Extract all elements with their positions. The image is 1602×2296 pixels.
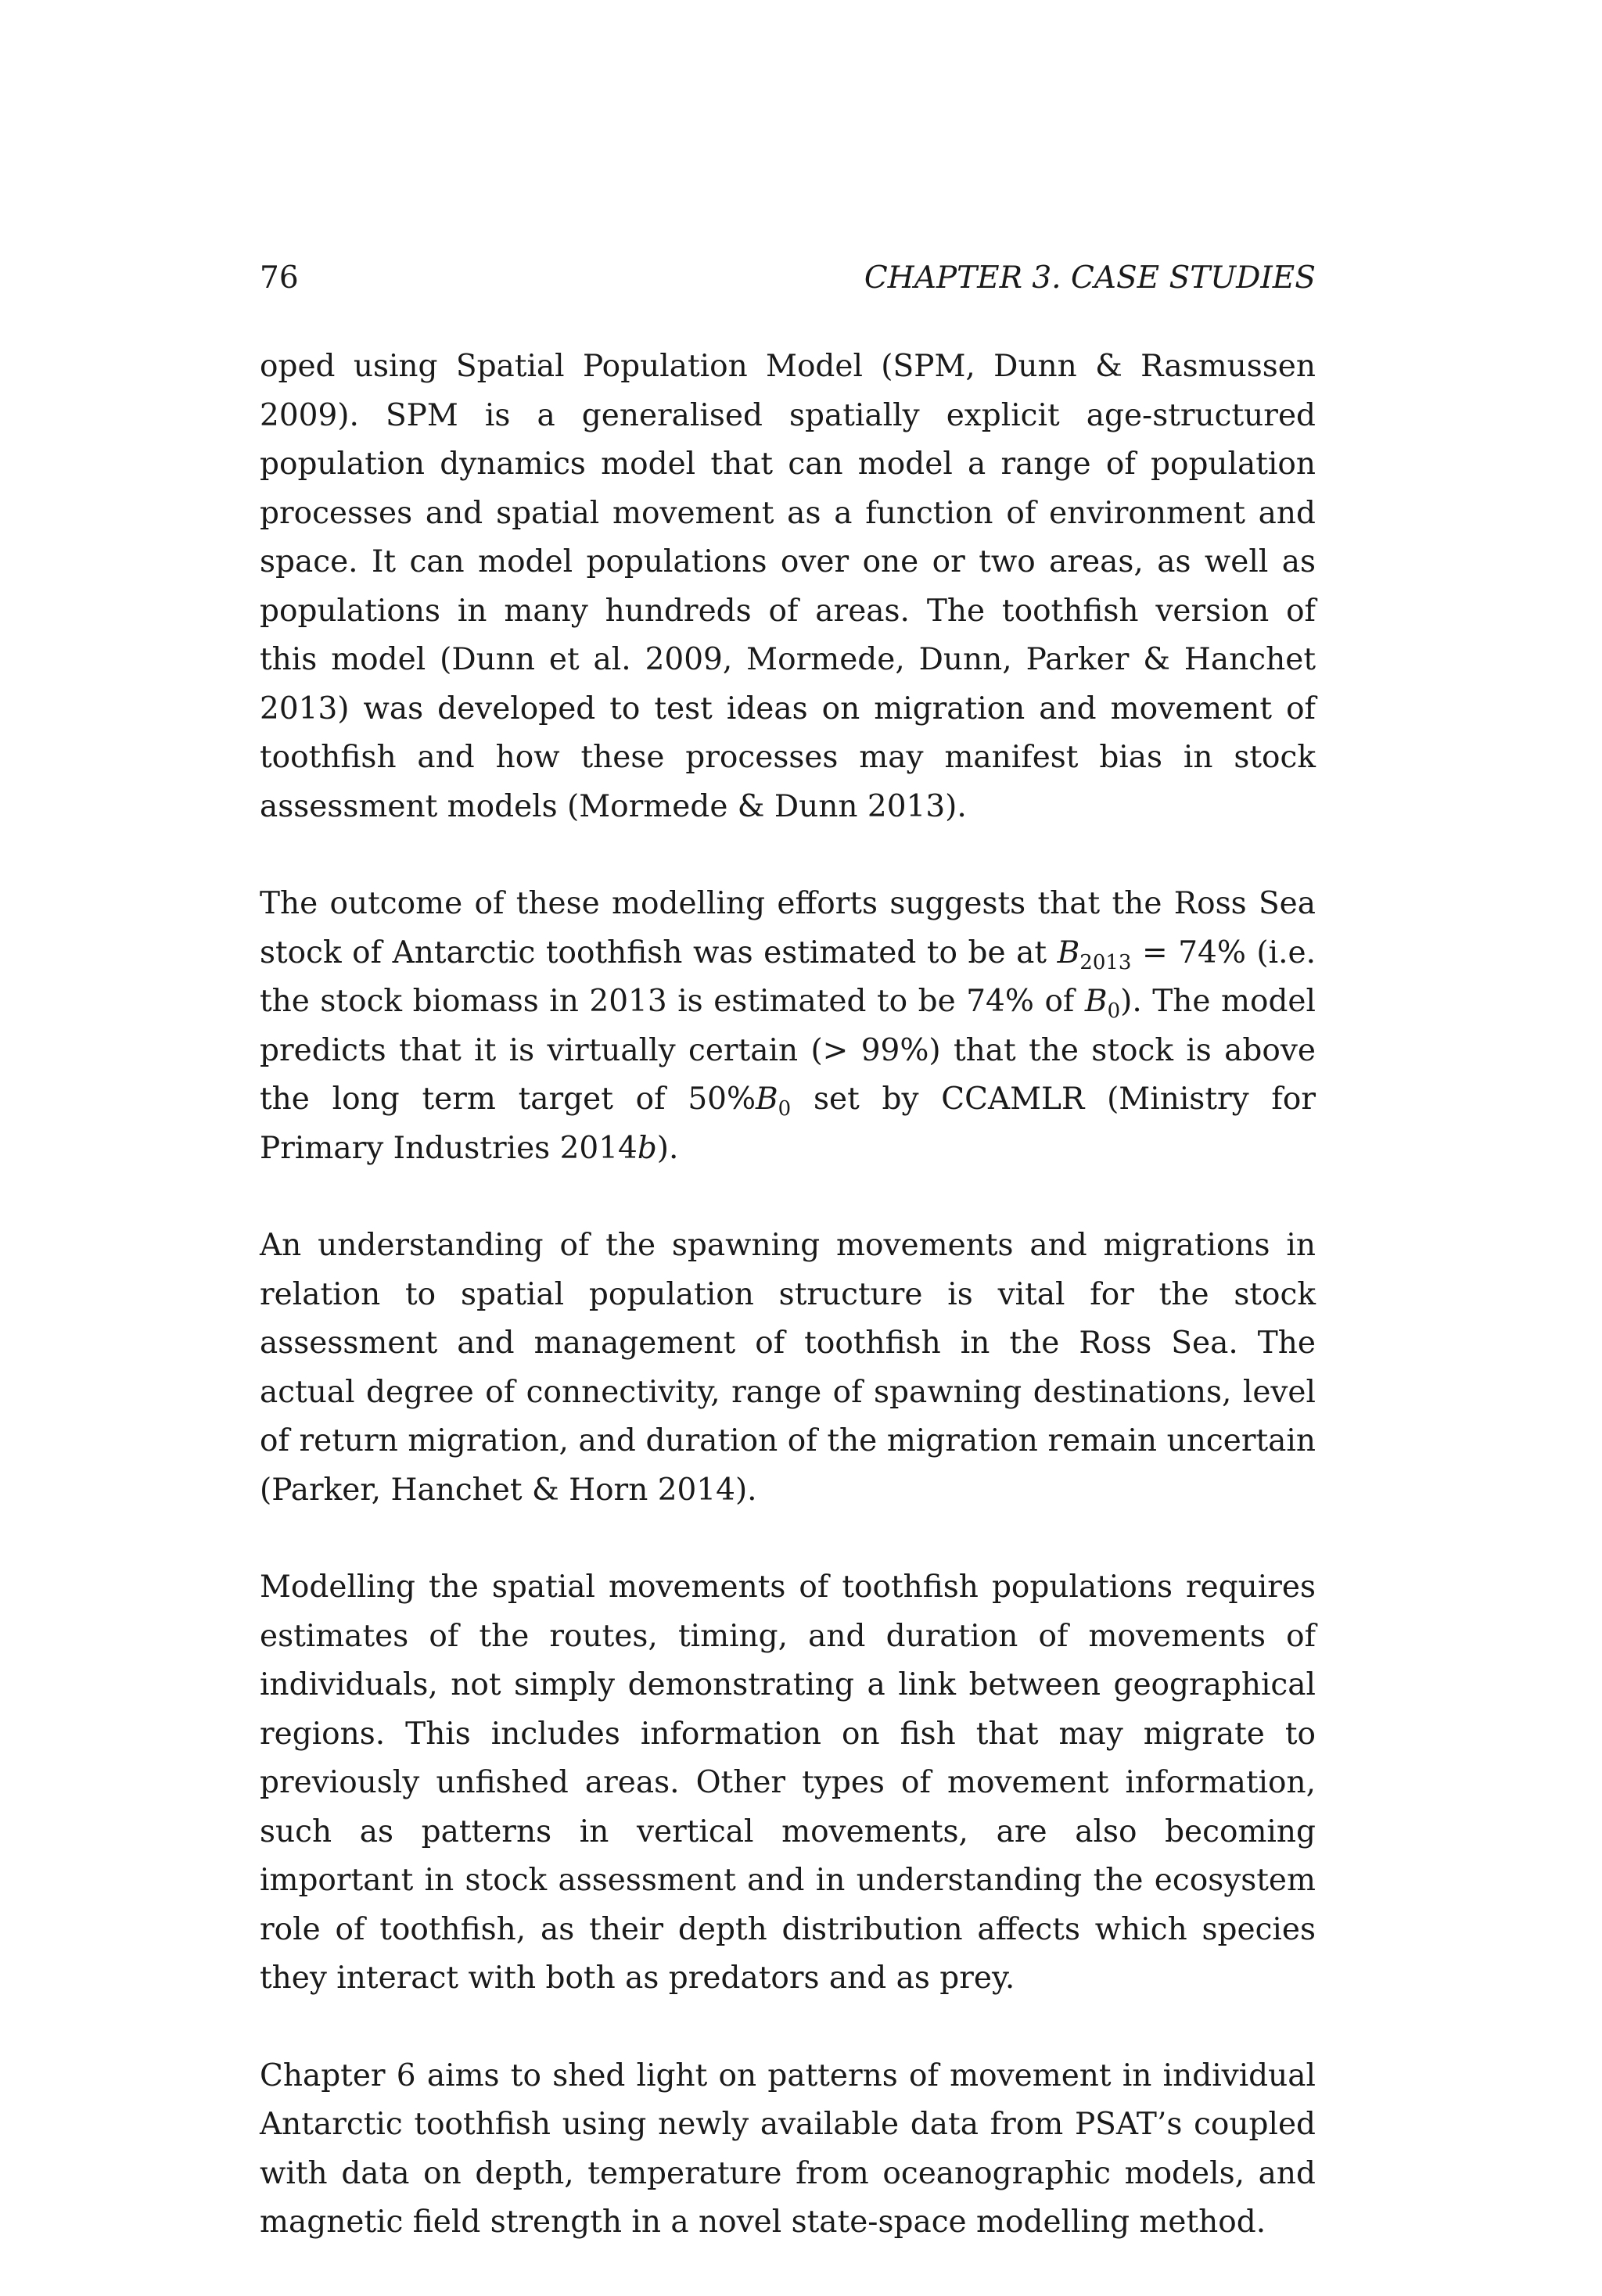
body-text: [260, 343, 1316, 2296]
math-value: 50%: [688, 1082, 756, 1117]
paragraph-chapter-6-aims: Chapter 6 aims to shed light on patterns of movement in individual Antarctic toothfish using newly available data from PSAT’s coupled with data on depth, temperature from oceanographic models, and magnetic field strength in a novel state-space modelling method.: [260, 2057, 1316, 2240]
math-target: [688, 1082, 792, 1121]
math-b0: [1084, 984, 1121, 1023]
running-header: [260, 258, 1316, 299]
citation-suffix: b: [637, 1130, 657, 1166]
math-subscript: 0: [778, 1097, 792, 1121]
chapter-title: CHAPTER 3. CASE STUDIES: [864, 260, 1316, 296]
text-run: The outcome of these modelling efforts suggests that the Ross Sea stock of Antarctic toothfish was estimated to be at: [260, 886, 1316, 970]
page-number: 76: [260, 260, 299, 296]
paragraph-stock-estimate: [260, 880, 1316, 1173]
text-run: ) that the stock is above the long term target of: [260, 1032, 1316, 1117]
text-run: ).: [656, 1130, 679, 1166]
math-subscript: 0: [1107, 999, 1121, 1023]
math-value: = 74%: [1131, 935, 1246, 970]
math-symbol: B: [1057, 935, 1080, 970]
math-certainty: > 99%: [822, 1032, 929, 1068]
math-subscript: 2013: [1079, 950, 1132, 974]
paragraph-modelling-movements: Modelling the spatial movements of toothfish populations requires estimates of the routes, timing, and duration of movements of individuals, not simply demonstrating a link between geographical regions. This includes information on fish that may migrate to previously unfished areas. Other types of movement information, such as patterns in vertical movements, are also becoming important in stock assessment and in understanding the ecosystem role of toothfish, as their depth distribution affects which species they interact with both as predators and as prey.: [260, 1570, 1316, 1996]
math-symbol: B: [1084, 984, 1108, 1019]
math-percent: 74%: [966, 984, 1034, 1019]
text-run: set by CCAMLR (Ministry for Primary Industries 2014: [260, 1082, 1316, 1166]
text-run: (i.e. the stock biomass in 2013 is estimated to be: [260, 935, 1316, 1019]
paragraph-spawning-movements: An understanding of the spawning movements and migrations in relation to spatial population structure is vital for the stock assessment and management of toothfish in the Ross Sea. The actual degree of connectivity, range of spawning destinations, level of return migration, and duration of the migration remain uncertain (Parker, Hanchet & Horn 2014).: [260, 1228, 1316, 1508]
paragraph-spm-description: oped using Spatial Population Model (SPM, Dunn & Rasmussen 2009). SPM is a generalised spatially explicit age-structured population dynamics model that can model a range of population processes and spatial movement as a function of environment and space. It can model populations over one or two areas, as well as populations in many hundreds of areas. The toothfish version of this model (Dunn et al. 2009, Mormede, Dunn, Parker & Hanchet 2013) was developed to test ideas on migration and movement of toothfish and how these processes may manifest bias in stock assessment models (Mormede & Dunn 2013).: [260, 349, 1316, 824]
math-symbol: B: [756, 1082, 778, 1117]
text-run: ). The model predicts that it is virtually certain (: [260, 984, 1316, 1068]
text-run: of: [1033, 984, 1085, 1019]
math-biomass-2013: [1057, 935, 1246, 974]
